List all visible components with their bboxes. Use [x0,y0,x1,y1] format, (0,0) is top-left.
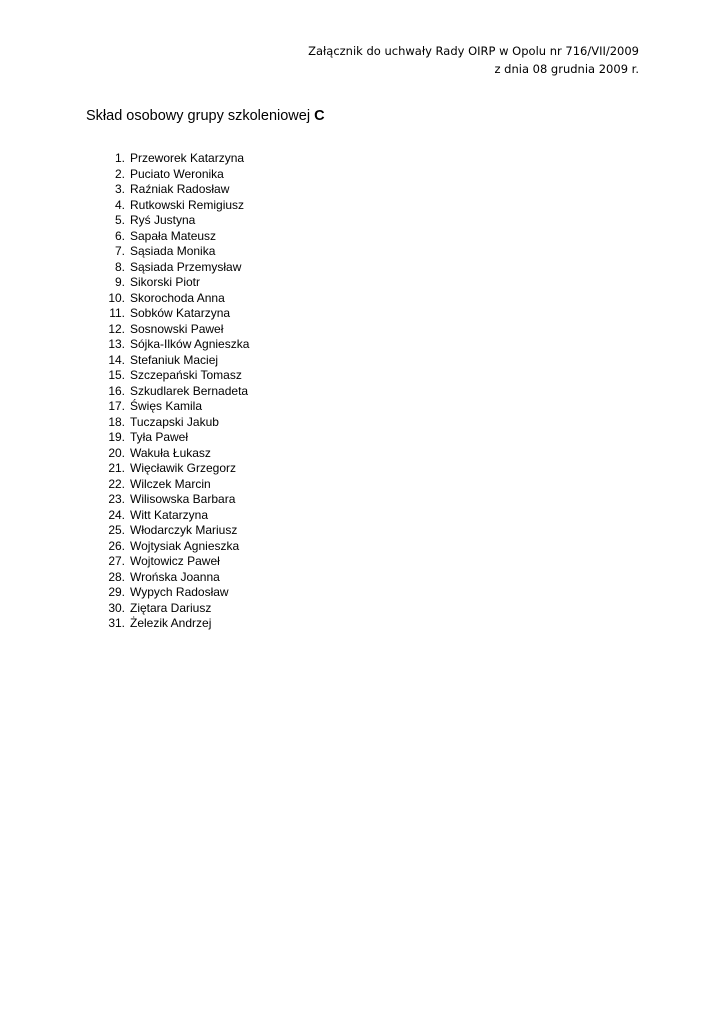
title-text: Skład osobowy grupy szkoleniowej [86,108,315,124]
list-item-number: 17. [108,399,125,413]
list-item-name: Tyła Paweł [130,430,189,444]
list-item-number: 14. [108,352,125,367]
title-group-letter: C [314,108,325,124]
list-item-number: 23. [108,492,125,506]
list-item-name: Skorochoda Anna [130,290,225,305]
list-item-number: 28. [108,569,125,584]
list-item-name: Szczepański Tomasz [130,368,242,382]
list-item-number: 24. [108,507,125,522]
list-item-number: 30. [108,600,125,615]
list-item-name: Wilczek Marcin [130,476,211,491]
list-item-number: 16. [108,383,125,398]
list-item-number: 7. [114,244,125,258]
list-item-name: Wojtysiak Agnieszka [130,538,240,553]
list-item-name: Sąsiada Przemysław [130,259,242,274]
list-item-number: 21. [108,461,125,475]
list-item-name: Święs Kamila [130,399,203,413]
list-item-number: 12. [108,321,125,336]
list-item-number: 4. [114,197,125,212]
list-item-name: Wojtowicz Paweł [130,554,220,568]
list-item-name: Stefaniuk Maciej [130,352,219,367]
list-item-name: Sąsiada Monika [130,244,216,258]
list-item-name: Puciato Weronika [130,166,224,181]
document-header [308,42,639,78]
list-item-name: Ryś Justyna [130,213,196,227]
list-item-name: Tuczapski Jakub [130,414,219,429]
list-item-number: 10. [108,290,125,305]
list-item-number: 3. [114,182,125,196]
list-item-name: Szkudlarek Bernadeta [130,383,249,398]
list-item-number: 6. [114,228,125,243]
list-item-number: 22. [108,476,125,491]
list-item-name: Wakuła Łukasz [130,445,211,460]
list-item-number: 18. [108,414,125,429]
list-item-name: Ziętara Dariusz [130,600,212,615]
list-item-number: 5. [114,213,125,227]
list-item-name: Sikorski Piotr [130,275,201,289]
list-item-number: 27. [108,554,125,568]
list-item-name: Witt Katarzyna [130,507,209,522]
list-item-number: 8. [114,259,125,274]
header-line-date: z dnia 08 grudnia 2009 r. [494,62,639,76]
list-item-name: Wilisowska Barbara [130,492,236,506]
list-item-number: 15. [108,368,125,382]
list-item-name: Sójka-Ilków Agnieszka [130,337,250,351]
list-item-name: Więcławik Grzegorz [130,461,237,475]
list-item-name: Wypych Radosław [130,585,229,599]
list-item-name: Rutkowski Remigiusz [130,197,245,212]
list-item-number: 9. [114,275,125,289]
list-item-number: 25. [108,523,125,537]
page-title [86,108,325,124]
list-item-name: Raźniak Radosław [130,182,230,196]
header-line-resolution: Załącznik do uchwały Rady OIRP w Opolu nr 716/VII/2009 [308,44,639,58]
list-item-name: Żelezik Andrzej [130,616,212,630]
list-item-name: Wrońska Joanna [130,569,220,584]
list-item-name: Włodarczyk Mariusz [130,523,238,537]
list-item-number: 2. [114,166,125,181]
list-item-number: 1. [114,151,125,165]
list-item-name: Sobków Katarzyna [130,306,231,320]
list-item-number: 26. [108,538,125,553]
list-item-number: 31. [108,616,125,630]
list-item-number: 20. [108,445,125,460]
list-item-name: Sosnowski Paweł [130,321,224,336]
list-item-number: 13. [108,337,125,351]
list-item-number: 29. [108,585,125,599]
list-item-number: 11. [109,306,125,320]
list-item-name: Sapała Mateusz [130,228,217,243]
list-item-name: Przeworek Katarzyna [130,151,245,165]
list-item-number: 19. [108,430,125,444]
